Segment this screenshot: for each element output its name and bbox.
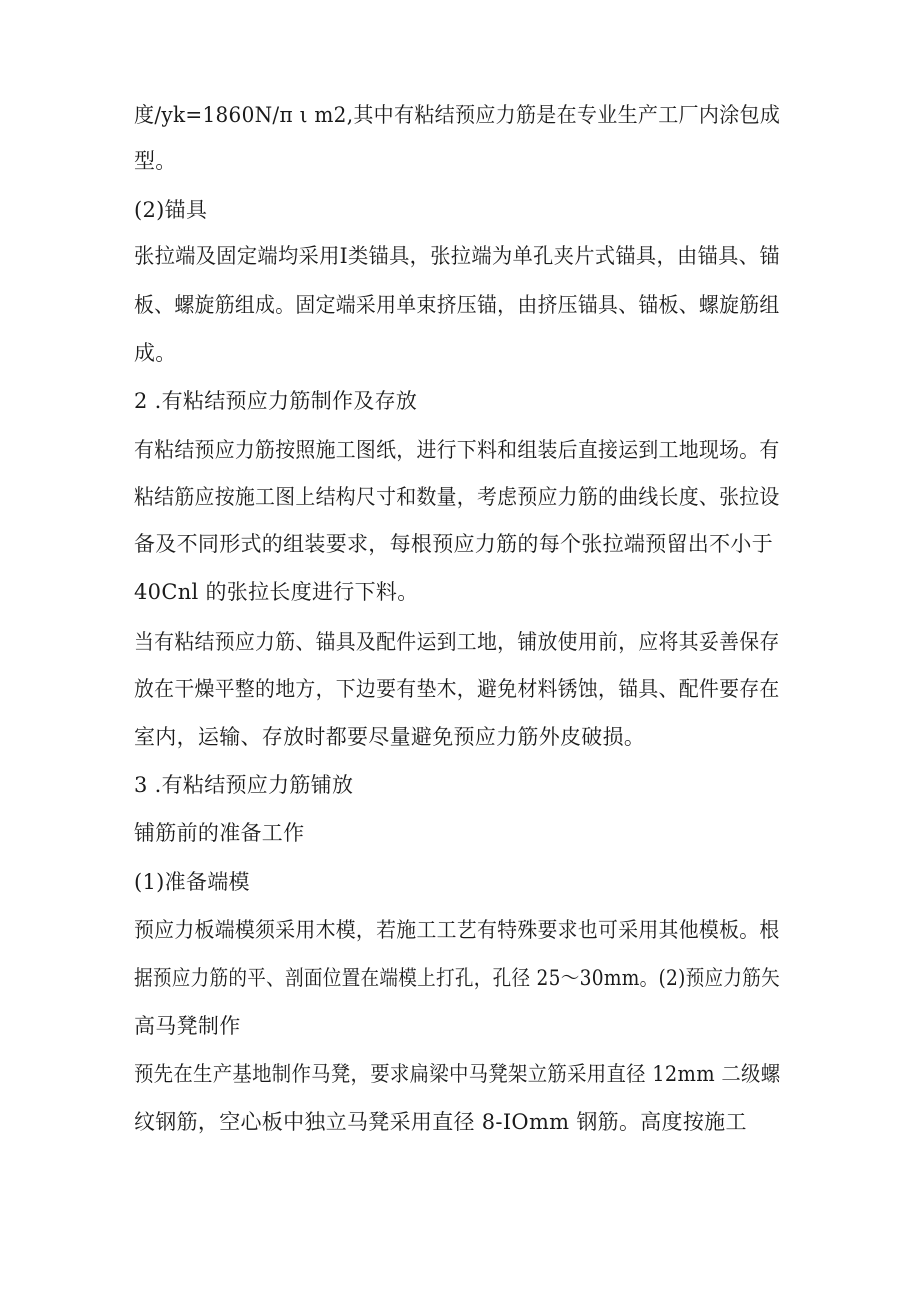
text-line: 40Cnl 的张拉长度进行下料。 xyxy=(134,580,419,604)
text-line: 据预应力筋的平、剖面位置在端模上打孔，孔径 25～30mm。(2)预应力筋矢 xyxy=(134,966,781,990)
subsection-heading: (1)准备端模 xyxy=(134,870,250,894)
section-heading: 2 .有粘结预应力筋制作及存放 xyxy=(134,389,418,413)
text-line: 张拉端及固定端均采用Ⅰ类锚具，张拉端为单孔夹片式锚具，由锚具、锚 xyxy=(134,244,780,268)
section-heading: 3 .有粘结预应力筋铺放 xyxy=(134,773,354,797)
text-line: 纹钢筋，空心板中独立马凳采用直径 8-IOmm 钢筋。高度按施工 xyxy=(134,1110,747,1134)
text-line: 粘结筋应按施工图上结构尺寸和数量，考虑预应力筋的曲线长度、张拉设 xyxy=(134,485,780,509)
text-line: 有粘结预应力筋按照施工图纸，进行下料和组装后直接运到工地现场。有 xyxy=(134,438,780,462)
text-line: 预应力板端模须采用木模，若施工工艺有特殊要求也可采用其他模板。根 xyxy=(134,918,780,942)
subsection-heading: 铺筋前的准备工作 xyxy=(134,821,305,845)
section-heading: (2)锚具 xyxy=(134,198,208,222)
text-line: 室内，运输、存放时都要尽量避免预应力筋外皮破损。 xyxy=(134,725,646,749)
text-line: 板、螺旋筋组成。固定端采用单束挤压锚，由挤压锚具、锚板、螺旋筋组 xyxy=(134,293,780,317)
text-line: 型。 xyxy=(134,149,177,173)
text-line: 当有粘结预应力筋、锚具及配件运到工地，铺放使用前，应将其妥善保存 xyxy=(134,630,780,654)
text-line: 预先在生产基地制作马凳，要求扁梁中马凳架立筋采用直径 12mm 二级螺 xyxy=(134,1062,781,1086)
text-line: 备及不同形式的组装要求，每根预应力筋的每个张拉端预留出不小于 xyxy=(134,532,773,556)
text-line: 成。 xyxy=(134,341,177,365)
text-line: 放在干燥平整的地方，下边要有垫木，避免材料锈蚀，锚具、配件要存在 xyxy=(134,677,780,701)
text-line: 度/yk=1860N/π ι m2,其中有粘结预应力筋是在专业生产工厂内涂包成 xyxy=(134,103,781,127)
subsection-heading: 高马凳制作 xyxy=(134,1014,241,1038)
